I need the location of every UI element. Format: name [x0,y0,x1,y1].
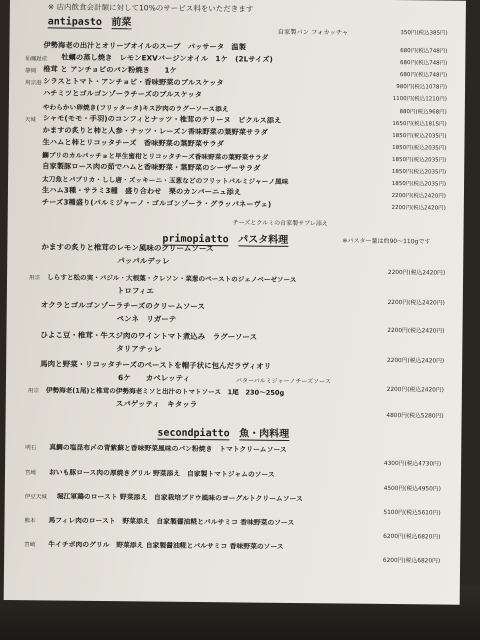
pasta-description: かますの炙りと椎茸のレモン風味のクリームソース [41,242,214,254]
item-name: 自家製パン フォカッチャ [277,28,349,37]
item-price: 1850円(税込2035円) [391,157,447,164]
pasta-sauce-note: バターパルミジャーノチーズソース [235,377,331,386]
item-origin: 用宗港 [25,80,42,87]
item-origin: 伊豆天城 [24,494,47,501]
pasta-shape: ペンネ リガーテ [116,314,177,324]
item-price: 5100円(税込5610円) [383,509,441,517]
item-name: やわらかい卵焼き(フリッタータ)キス汐肉のラグーソース添え [42,103,229,114]
item-price: 980円(税込1078円) [396,84,448,91]
item-name: チーズ3種盛り(パルミジャーノ・ゴルゴンゾーラ・グラッパネーヴェ) [41,197,272,209]
item-price: 2200円(税込2420円) [391,205,446,212]
item-price: 2200円(税込2420円) [387,327,445,335]
dish-name: 牛イチボ肉のグリル 野菜添え 自家製醤油糀とバルサミコ 香味野菜のソース [48,540,284,551]
item-price: 2200円(税込2420円) [386,357,445,365]
item-origin: 宮崎 [24,470,37,477]
item-origin: 宮崎 [24,542,36,549]
item-price: 2200円(税込2420円) [391,193,446,200]
antipasto-title-latin: antipasto [47,16,102,28]
item-price: 680円(税込748円) [399,60,448,67]
secondo-title-latin: secondpiatto [157,427,230,440]
item-name: 太刀魚とパプリカ・しし唐・ズッキーニ・玉葱などのフリットパルミジャーノ風味 [42,175,289,186]
item-name: シラスとトマト・アンチョビ・香味野菜のブルスケッタ [43,76,224,88]
item-price: 4300円(税込4730円) [383,460,442,468]
item-price: 2200円(税込2420円) [386,386,444,394]
pasta-shape: 6ケ カペレッティ [117,373,191,383]
item-name: 鰤ブリのカルパッチョと早生蜜柑とリコッタチーズ香味野菜の葉野菜サラダ [42,151,269,162]
antipasto-title-jp: 前菜 [111,17,132,29]
item-origin: 用宗 [29,275,41,282]
item-name: 生ハムと柿とリコッタチーズ 香味野菜の葉野菜サラダ [42,137,224,149]
menu-item [10,22,466,39]
dish-name: 真鯛の塩昆布〆の青紫蘇と香味野菜風味のパン粉焼き トマトクリームソース [49,443,287,454]
item-name: シャモ(モモ・手羽)のコンフィとナッツ・椎茸のテリーヌ ピクルス添え [42,113,282,125]
item-price: 2200円(税込2420円) [387,269,446,277]
pasta-description: ひよこ豆・椎茸・牛スジ肉のワイントマト煮込み ラグーソース [40,330,258,342]
item-name: 牡蠣の蒸し焼き レモンEXVバージンオイル 1ケ (2Lサイズ) [61,52,274,64]
pasta-shape: パッパルデッレ [117,256,170,266]
item-price: 4800円(税込5280円) [386,412,444,420]
service-charge-note: ※ 店内飲食会計額に対して10%のサービス料をいただきます [47,2,254,14]
item-name: 生ハム3種・サラミ3種 盛り合わせ 栗のカンパーニュ添え [41,185,242,197]
item-origin: 明石 [25,445,37,452]
item-price: 6200円(税込6820円) [383,533,441,541]
dish-name: 堀江軍鶏のロースト 野菜添え 自家栽培ブドウ風味のヨーグルトクリームソース [56,492,303,504]
item-price: 4500円(税込4950円) [383,485,441,493]
item-price: 1850円(税込2035円) [391,181,447,188]
item-name: 椎茸 と アンチョビのパン粉焼き 1ケ [43,64,177,75]
item-name: かますの炙りと柿と人参・ナッツ・レーズン香味野菜の葉野菜サラダ [42,125,268,137]
item-price: 1850円(税込2035円) [392,133,447,140]
pasta-shape: トロフィエ [116,286,154,296]
primo-title-latin: primopiatto [162,233,229,246]
pasta-description: しらすと松の実・バジル・大根葉・クレソン・菜葱のペーストのジェノベーゼソース [47,273,297,285]
pasta-shape: タリアテッレ [116,344,162,354]
item-origin: 熊本 [24,518,36,525]
item-origin: 天城 [24,117,36,124]
pasta-quantity-note: ※パスター量は約90～110gです [342,237,431,246]
item-name: 自家製豚ロース肉の茹でハムと香味野菜・葉野菜のシーザーサラダ [42,161,261,173]
secondo-title-jp: 魚・肉料理 [239,428,290,440]
pasta-description: オクラとゴルゴンゾーラチーズのクリームソース [40,300,205,312]
item-name: ハチミツとゴルゴンゾーラチーズのブルスケッタ [42,88,203,100]
item-price: 350円(税込385円) [400,30,448,37]
menu-sheet [4,0,466,605]
item-price: 680円(税込748円) [400,48,448,55]
pasta-description: 馬肉と野菜・リコッタチーズのペーストを帽子状に包んだラヴィオリ [40,359,272,371]
item-price: 1650円(税込1815円) [392,121,447,128]
item-price: 1850円(税込2035円) [392,145,447,152]
item-price: 1100円(税込1210円) [392,96,447,103]
secondo-heading [157,424,289,440]
item-origin: 静岡 [25,68,37,75]
item-price: 2200円(税込2420円) [387,299,445,307]
item-price: 680円(税込748円) [399,72,448,79]
dish-name: おいも豚ロース肉の厚焼きグリル 野菜添え 自家製トマトジャムのソース [48,468,275,479]
item-price: 880円(税込968円) [399,109,447,116]
pasta-shape: スパゲッティ キタッラ [115,399,198,409]
item-origin: 用宗 [27,388,39,395]
item-origin: 仙鳳趾産 [25,56,48,63]
item-price: 1850円(税込2035円) [391,169,447,176]
pasta-description: 伊勢海老(1尾)と椎茸の伊勢海老ミソと出汁のトマトソース 1尾 230～250g [45,386,285,397]
cheese-note: チーズとクルミの自家製サブレ添え [232,219,328,228]
dish-name: 馬フィレ肉のロースト 野菜添え 自家製醤油糀とバルサミコ 香味野菜のソース [48,516,295,528]
primo-title-jp: パスタ料理 [238,234,289,246]
item-name: 伊勢海老の出汁とオリーブオイルのスープ パッサータ 温製 [43,40,247,52]
item-price: 6200円(税込6820円) [382,557,441,565]
